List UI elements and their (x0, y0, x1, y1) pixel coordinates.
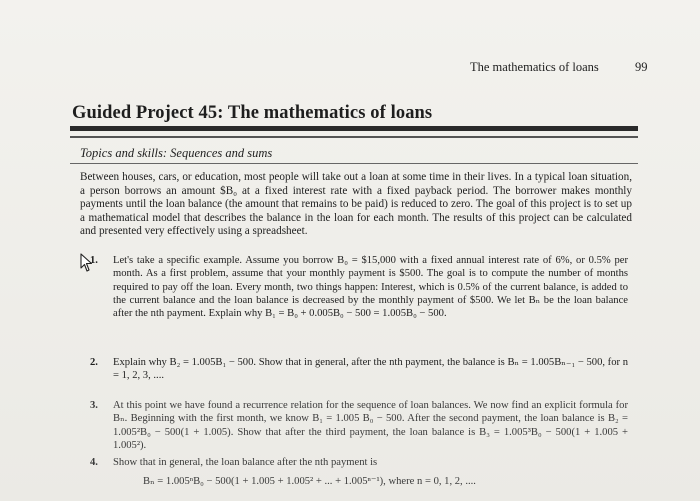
topics-and-skills: Topics and skills: Sequences and sums (80, 146, 273, 160)
exercise-number: 4. (90, 457, 98, 468)
intro-paragraph: Between houses, cars, or education, most people will take out a loan at some time in their lives. In a typical loan situation, a person borrows an amount $B₀ at a fixed interest rate with a fixed payback period. The borrower makes monthly payments until the loan balance (the amount that remains to be paid) is reduced to zero. The goal of this project is to set up a mathematical model that describes the balance in the loan for each month. The results of this project can be calculated and presented very effectively using a spreadsheet. (80, 171, 632, 238)
title-rule-thin (70, 136, 638, 138)
exercise-formula: Bₙ = 1.005ⁿB₀ − 500(1 + 1.005 + 1.005² + ... + 1.005ⁿ⁻¹), where n = 0, 1, 2, .... (143, 476, 476, 488)
exercise-number: 2. (90, 357, 98, 368)
exercise-prompt: Show that in general, the loan balance after the nth payment is (113, 457, 378, 468)
page-number: 99 (635, 60, 648, 74)
exercise-text (113, 456, 628, 489)
exercise-item-3 (90, 399, 628, 452)
running-head: The mathematics of loans (470, 60, 599, 74)
exercise-text: At this point we have found a recurrence relation for the sequence of loan balances. We now find an explicit formula for Bₙ. Beginning with the first month, we know B₁ = 1.005 B₀ − 500. After the second payment, the loan balance is B₂ = 1.005²B₀ − 500(1 + 1.005). Show that after the third payment, the loan balance is B₃ = 1.005³B₀ − 500(1 + 1.005 + 1.005²). (113, 400, 628, 451)
exercise-text: Let's take a specific example. Assume you borrow B₀ = $15,000 with a fixed annual interest rate of 6%, or 0.5% per month. As a first problem, assume that your monthly payment is $500. The goal is to compute the number of months required to pay off the loan. Every month, two things happen: Interest, which is 0.5% of the current balance, is added to the current balance and the loan balance is decreased by the monthly payment of $500. We let Bₙ be the loan balance after the nth payment. Explain why B₁ = B₀ + 0.005B₀ − 500 = 1.005B₀ − 500. (113, 255, 628, 320)
exercise-item-4 (90, 456, 628, 489)
exercise-number: 3. (90, 400, 98, 411)
topics-rule (70, 163, 638, 164)
exercise-item-1 (90, 254, 628, 320)
exercise-item-2 (90, 356, 628, 383)
project-title: Guided Project 45: The mathematics of loans (72, 103, 433, 123)
exercise-number: 1. (90, 255, 98, 266)
exercise-text: Explain why B₂ = 1.005B₁ − 500. Show that in general, after the nth payment, the balance is Bₙ = 1.005Bₙ₋₁ − 500, for n = 1, 2, 3, .... (113, 357, 628, 382)
title-rule-thick (70, 126, 638, 131)
